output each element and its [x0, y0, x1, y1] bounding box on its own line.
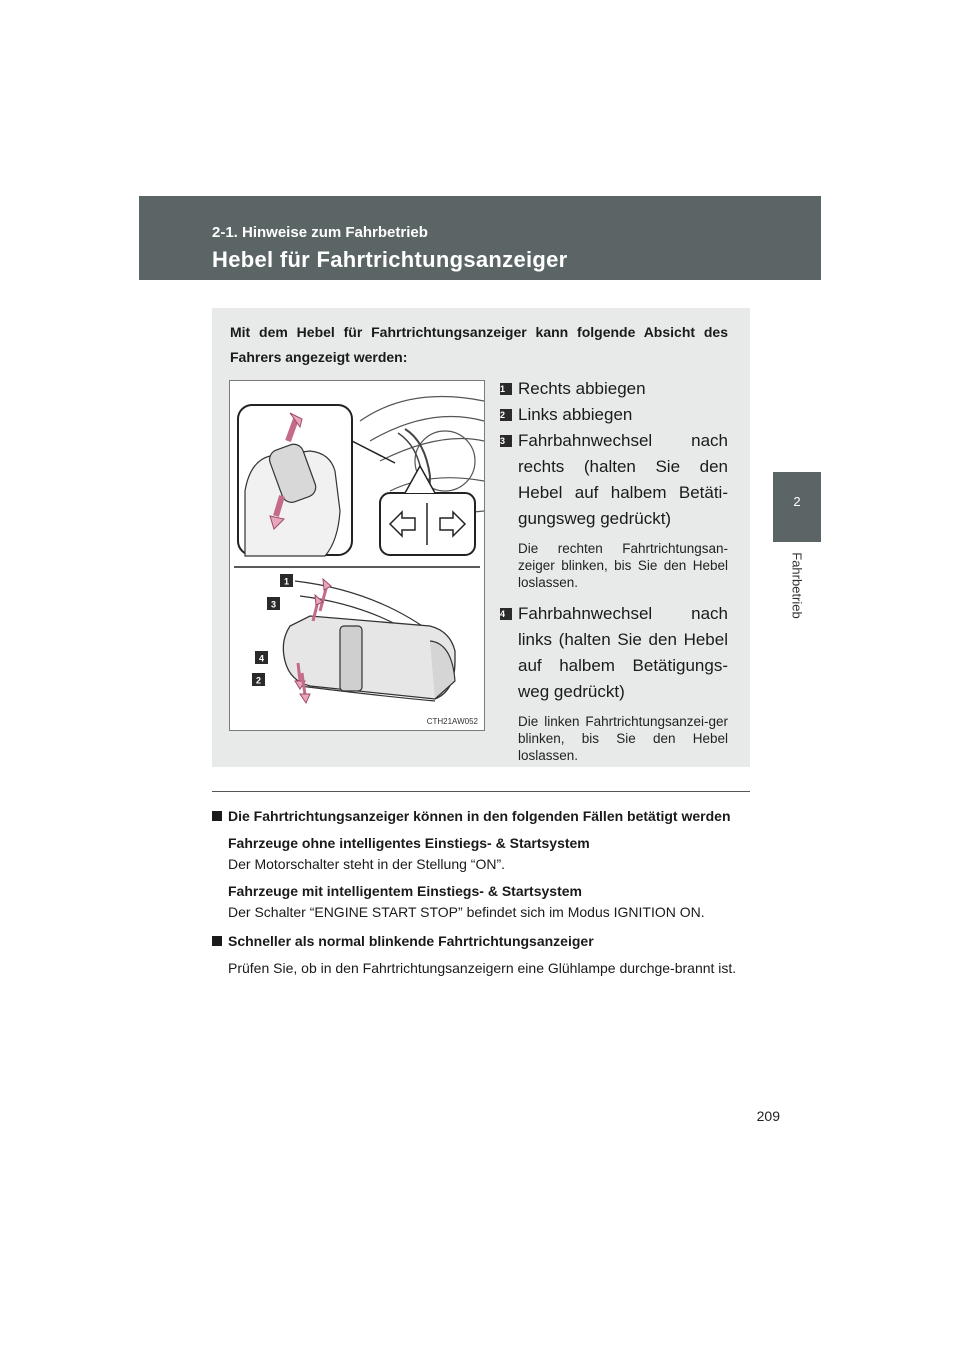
legend-item-1 — [500, 376, 728, 402]
turn-signal-lever-illustration — [229, 380, 485, 731]
legend-text: Fahrbahnwechsel nach links (halten Sie den Hebel auf halbem Betätigungs-weg gedrückt) — [518, 604, 728, 701]
paragraph: Der Motorschalter steht in der Stellung “ON”. — [228, 856, 505, 872]
section-title: 2-1. Hinweise zum Fahrbetrieb — [212, 224, 428, 241]
legend-item-4 — [500, 601, 728, 705]
body-text — [212, 806, 744, 987]
legend-number: 1 — [500, 383, 512, 395]
operating-conditions-section — [212, 806, 744, 923]
subheading: Fahrzeuge mit intelligentem Einstiegs- & Startsystem — [228, 883, 582, 899]
paragraph: Der Schalter “ENGINE START STOP” befindet sich im Modus IGNITION ON. — [228, 904, 705, 920]
section-heading: Die Fahrtrichtungsanzeiger können in den folgenden Fällen betätigt werden — [212, 806, 744, 827]
section-heading: Schneller als normal blinkende Fahrtrichtungsanzeiger — [212, 931, 744, 952]
legend-text: Links abbiegen — [518, 405, 633, 424]
callout-1: 1 — [283, 576, 290, 587]
lever-drawing — [230, 381, 484, 730]
figure-code: CTH21AW052 — [426, 717, 478, 726]
fast-blinking-section — [212, 931, 744, 979]
info-panel — [212, 308, 750, 767]
callout-2: 2 — [255, 675, 262, 686]
page-title: Hebel für Fahrtrichtungsanzeiger — [212, 247, 568, 272]
legend-number: 2 — [500, 409, 512, 421]
chapter-tab — [773, 472, 821, 542]
page-number: 209 — [756, 1108, 780, 1124]
panel-intro: Mit dem Hebel für Fahrtrichtungsanzeiger kann folgende Absicht des Fahrers angezeigt werden: — [230, 324, 728, 365]
legend-number: 4 — [500, 608, 512, 620]
legend-text: Rechts abbiegen — [518, 379, 646, 398]
chapter-label-text: Fahrbetrieb — [789, 552, 805, 619]
chapter-header — [139, 196, 821, 280]
paragraph: Prüfen Sie, ob in den Fahrtrichtungsanzeigern eine Glühlampe durchge-brannt ist. — [228, 960, 737, 976]
subheading: Fahrzeuge ohne intelligentes Einstiegs- & Startsystem — [228, 835, 590, 851]
legend-note-3: Die rechten Fahrtrichtungsan-zeiger blinken, bis Sie den Hebel loslassen. — [518, 541, 728, 590]
square-bullet-icon — [212, 936, 222, 946]
legend-number: 3 — [500, 435, 512, 447]
legend-note-4: Die linken Fahrtrichtungsanzei-ger blinken, bis Sie den Hebel loslassen. — [518, 714, 728, 763]
chapter-label — [782, 548, 812, 628]
chapter-number: 2 — [793, 494, 801, 509]
legend-item-3 — [500, 428, 728, 532]
legend-text: Fahrbahnwechsel nach rechts (halten Sie den Hebel auf halbem Betäti-gungsweg gedrückt) — [518, 431, 728, 528]
square-bullet-icon — [212, 811, 222, 821]
callout-4: 4 — [258, 653, 265, 664]
legend-item-2 — [500, 402, 728, 428]
section-divider — [212, 791, 750, 792]
callout-3: 3 — [270, 599, 277, 610]
legend-list — [500, 376, 728, 774]
